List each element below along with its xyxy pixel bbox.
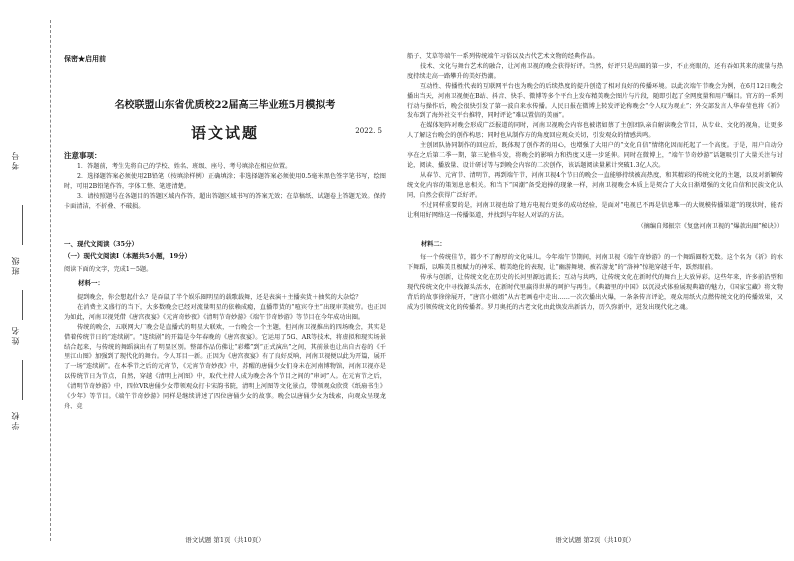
paragraph: 在媒体矩阵对晚会形成广泛报道的同时，河南卫视晚会内容也被诸如蔡了主创团队亲自解读晚会节目，从专业、文化的视角，让更多人了解这台晚会的创作构思；同时也从制作方的角度回应观众关切，引发观众的情感共鸣。 bbox=[407, 122, 783, 140]
margin-label-name: 姓名 bbox=[11, 325, 20, 345]
subsection-title: （一）现代文阅读Ⅰ（本题共5小题，19分） bbox=[64, 252, 192, 260]
paragraph: 从春节、元宵节、清明节，再到端午节，河南卫视4个节日的晚会一直能够持续被高热度，和其精彩的传统文化的主题，以及对新颖传统文化内容的策划息息相关。和当下“国潮”备受追捧的现象一样，河南卫视晚会本质上是契合了大众日渐增强的文化自信和民族文化认同，自然会获得广泛好评。 bbox=[407, 171, 783, 199]
exam-title: 名校联盟山东省优质校22届高三毕业班5月模拟考 bbox=[114, 100, 336, 111]
margin-label-exam-number: 考号 bbox=[11, 150, 20, 170]
right-page bbox=[397, 0, 794, 561]
right-column bbox=[407, 0, 783, 561]
notice-item: 3．请按照题号在各题目的答题区域内作答，超出答题区域书写的答案无效；在草稿纸、试题卷上答题无效。保持卡面清洁，不折叠、不破损。 bbox=[64, 192, 386, 210]
fill-line bbox=[22, 205, 23, 245]
paragraph: 技术、文化与舞台艺术的融合，让河南卫视的晚会获得好评。当然，好评只是出圈的第一步，不止亮眼的，还有吞如其来的流量与热度持续走高一路攀升的美好热潮。 bbox=[407, 62, 783, 80]
margin-label-school: 学校 bbox=[11, 410, 20, 430]
paragraph: 船子、艾草等端午一系列传统端午习俗以及古代艺术文物的经典作品。 bbox=[407, 53, 599, 60]
page-footer: 语文试题 第2页（共10页） bbox=[555, 536, 635, 544]
confidential-mark: 保密★启用前 bbox=[64, 54, 106, 63]
notice-item: 2．选择题答案必须使用2B铅笔（按填涂样例）正确填涂；非选择题答案必须使用0.5毫米黑色签字笔书写，绘图时，可用2B铅笔作答，字体工整、笔迹清楚。 bbox=[64, 172, 386, 190]
paragraph: 传统的晚会，五联网大厂晚会是直播式的明星大联欢，一台晚会一个主题，但河南卫视推出的四场晚会，其实是借着传统节日的“连续剧”。“连续剧”的开篇是今年春晚的《唐宫夜宴》。它运用了5G、AR等技术，将虚拟和现实场景结合起来，与传统的舞蹈演出有了明显区别。整部作品仿佛让“彩蝶”到“正式演出”之间，其前景也让出自古卷的《千里江山图》加强到了现代化的舞台。令人耳目一新。正因为《唐宫夜宴》有了良好反响，河南卫视便以此为开篇，展开了一场“连续剧”。在本季节之后的元宵节，《元宵节奇妙夜》中，苏醒的唐俑少女们身未在河南博物馆，河南卫视亦是以传统节日为节点，自然，穿越《清明上河图》中，取代主持人成为晚会各个节目之间的“串词”人。在元宵节之后，《清明节奇妙游》中，四位VR唐俑少女带领观众打卡宋韵书院，清明上河图等文化景点，带领观众欣赏《纸扇书生》《少年》等节目。《端午节奇妙游》同样是继续讲述了四位唐俑少女的故事。晚会以唐俑少女为线索，向观众呈现龙舟、竞 bbox=[64, 323, 386, 410]
paragraph: 主创团队协同制作的回应后，既体现了创作者的用心，也增强了大用户的“文化自信”情绪化因而托起了一个高度。于是，用户自动分享在之后第二季一期，第三轮格斗发，将晚会的影响力和热度又进一步延伸。同时在微博上，“端午节奇妙游”话题吸引了大量关注与讨论，阅读、播放量、设计研讨等与到晚会内容的二次创作，该话题阅读量累计突破1.3亿人次。 bbox=[407, 142, 783, 169]
paragraph: 每一个传统佳节，都少不了醇厚的文化味儿。今年端午节期间，河南卫视《端午奇妙游》的一个舞蹈圈粉无数。这个名为《祈》的水下舞蹈，以唯美且极赋力的神采、精美绝伦的表现，让“幽游舞境、被若游龙”的“洛神”惊艳穿越千年，跃然眼前。 bbox=[407, 254, 783, 272]
notice-item: 1．答题前，考生先将自己的学校、姓名、班级、座号、考号填涂在相应位置。 bbox=[77, 163, 292, 170]
fill-line bbox=[22, 290, 23, 320]
left-column bbox=[64, 0, 386, 561]
notice-heading: 注意事项： bbox=[64, 151, 102, 160]
exam-date: 2022. 5 bbox=[355, 127, 382, 135]
instruction: 阅读下面的文字，完成1～5题。 bbox=[64, 266, 153, 273]
paragraph: 不过同样重要的是，河南卫视也给了地方电视台更多的成功经验，是面对“电视已不再是信息唯一的大规模传播渠道”的现状时，能否让利用好网络这一传播渠道，并找到与年轻人对话的方法。 bbox=[407, 201, 783, 219]
page-footer: 语文试题 第1页（共10页） bbox=[185, 536, 265, 544]
paragraph: 传承与创新，让传统文化在历史的长河里源远流长；互动与共鸣，让传统文化在新时代的舞台上大放异彩。这些年来，许多前沿型和现代传统文化中寻找源头活水，在新时代里赢得世界的呵护与再生。《典籍里的中国》以沉浸式体验展现典籍的魅力，《国家宝藏》将文物背后的故事徐徐展开，“唐宫小姐姐”从古老画卷中走出……一次次播出火爆，一条条传言评论，观众用纸火点燃传统文化的传播效果，又成为引领传统文化的传播者。罗月奥托的古老文化由此焕发出新活力，历久弥新中，迸发出现代化之魂。 bbox=[407, 274, 783, 311]
cut-line bbox=[50, 20, 51, 541]
paragraph: 提到晚会，你会想起什么？是吞鼠了半个娱乐圈明星的载歌载舞，还是表演＋主播卖货＋抽奖的大杂烩？ bbox=[77, 294, 362, 301]
paragraph: 互动性、传播性代表的互联网平台也为晚会的后续热度的提升创造了相对良好的传播环境。以此次端午节晚会为例，在6月12日晚会播出当天，河南卫视便在B站、抖音、快手、微博等多个平台上发布精美晚会图片与片段，随即引起了全网度量和用户瞩目。官方的一系列行动与操作后，晚会很快引发了第一波自来水传播。人民日报在微博上转发评论称晚会“令人叹为观止”；外交部发言人华春莹也将《祈》发布到了海外社交平台推特，同时评论“难以置信的美丽”。 bbox=[407, 82, 783, 120]
binding-margin bbox=[0, 0, 62, 561]
citation: （摘编自郑振宗《复盘河南卫视的“爆款出圈”秘诀》） bbox=[637, 223, 783, 231]
margin-label-class: 班级 bbox=[11, 255, 20, 275]
fill-line bbox=[22, 360, 23, 400]
subject-title: 语文试题 bbox=[190, 124, 259, 142]
section-title: 一、现代文阅读（35分） bbox=[64, 240, 139, 248]
material-label: 材料一： bbox=[78, 279, 104, 287]
material1-continued bbox=[407, 52, 783, 313]
paragraph: 在消费主义盛行的当下，大多数晚会已经对流量明星的依赖成瘾，直播带货的“喧宾夺主”出现审美疲劳。也正因为如此，河南卫视凭借《唐宫夜宴》《元宵奇妙夜》《清明节奇妙游》《端午节奇妙游》等节目在今年成功出圈。 bbox=[64, 303, 386, 321]
material1-text bbox=[64, 293, 386, 412]
material-label: 材料二： bbox=[421, 241, 446, 249]
notice-list bbox=[64, 162, 386, 212]
